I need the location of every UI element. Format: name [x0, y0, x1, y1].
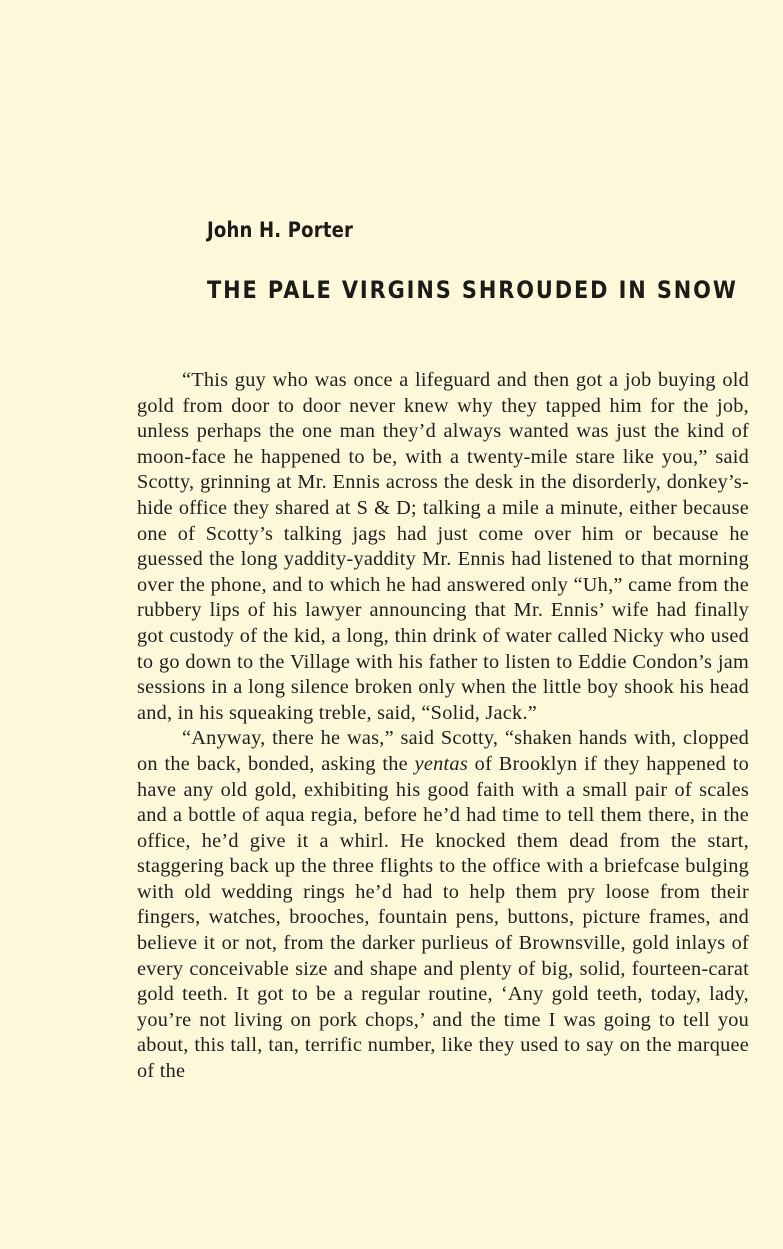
author-name: John H. Porter: [207, 218, 354, 242]
story-body: [137, 368, 749, 1085]
paragraph-2: [137, 726, 749, 1084]
paragraph-1: “This guy who was once a lifeguard and then got a job buying old gold from door to door never knew why they tapped him for the job, unless perhaps the one man they’d always wanted was just the kind of moon-face he happened to be, with a twenty-mile stare like you,” said Scotty, grinning at Mr. Ennis across the desk in the disorderly, donkey’s-hide office they shared at S & D; talking a mile a minute, either because one of Scotty’s talking jags had just come over him or because he guessed the long yaddity-yaddity Mr. Ennis had listened to that morning over the phone, and to which he had answered only “Uh,” came from the rubbery lips of his lawyer announcing that Mr. Ennis’ wife had finally got custody of the kid, a long, thin drink of water called Nicky who used to go down to the Village with his father to listen to Eddie Condon’s jam sessions in a long silence broken only when the little boy shook his head and, in his squeaking treble, said, “Solid, Jack.”: [137, 369, 749, 724]
story-title: THE PALE VIRGINS SHROUDED IN SNOW: [207, 276, 738, 304]
paragraph-2-start: “Anyway, there he was,” said Scotty, “shaken hands with, clopped on the back, bonded, asking the: [137, 727, 749, 775]
paragraph-2-rest: of Brooklyn if they happened to have any old gold, exhibiting his good faith with a small pair of scales and a bottle of aqua regia, before he’d had time to tell them there, in the office, he’d give it a whirl. He knocked them dead from the start, staggering back up the three flights to the office with a briefcase bulging with old wedding rings he’d had to help them pry loose from their fingers, watches, brooches, fountain pens, buttons, picture frames, and believe it or not, from the darker purlieus of Brownsville, gold inlays of every conceivable size and shape and plenty of big, solid, fourteen-carat gold teeth. It got to be a regular routine, ‘Any gold teeth, today, lady, you’re not living on pork chops,’ and the time I was going to tell you about, this tall, tan, terrific number, like they used to say on the marquee of the: [137, 752, 749, 1083]
italic-word: yentas: [414, 752, 468, 775]
